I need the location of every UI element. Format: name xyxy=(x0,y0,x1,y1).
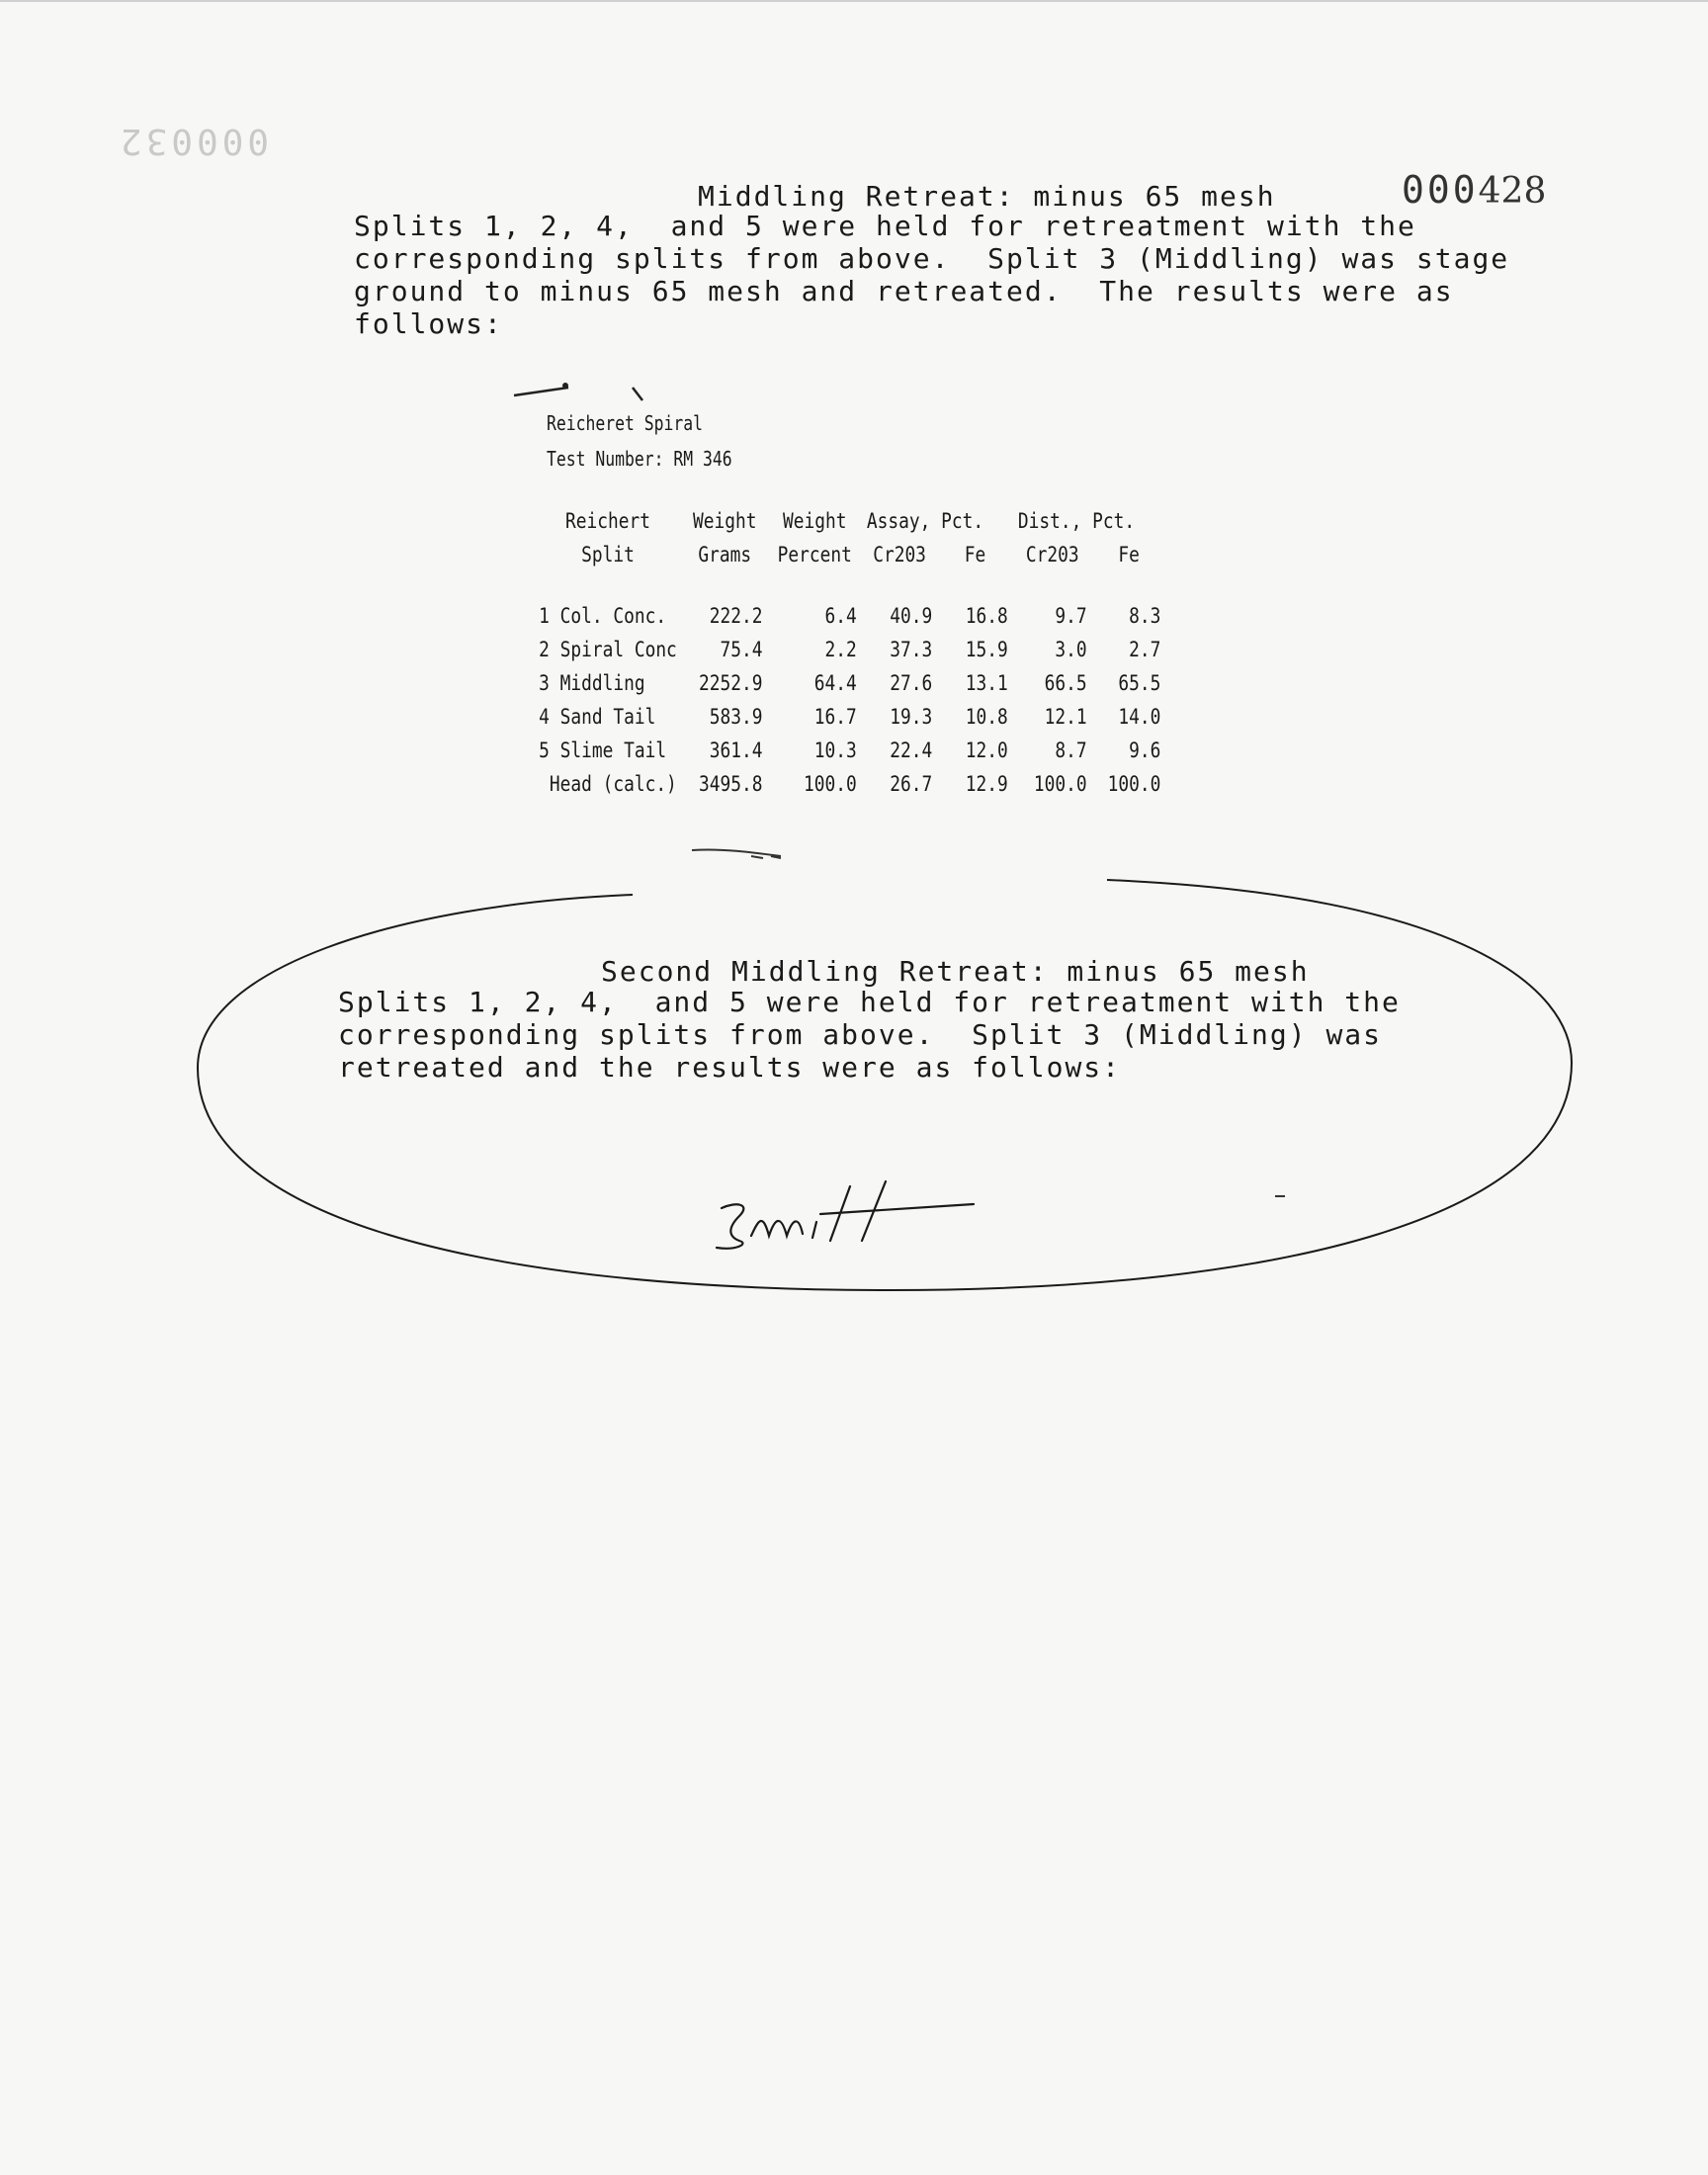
pen-scribble xyxy=(692,849,781,858)
hand-drawn-ellipse xyxy=(198,880,1572,1290)
dist-cr2o3: 8.7 xyxy=(1055,739,1087,762)
header-cell: Assay, Pct. xyxy=(866,509,984,533)
header-cell: Cr203 xyxy=(873,543,926,566)
weight-percent: 16.7 xyxy=(813,705,857,729)
assay-fe: 16.8 xyxy=(965,604,1008,628)
header-cell: Weight xyxy=(693,509,757,533)
table-title-line-1: Reicheret Spiral xyxy=(547,411,703,435)
assay-fe: 10.8 xyxy=(965,705,1008,729)
dist-cr2o3: 3.0 xyxy=(1055,638,1087,661)
dist-cr2o3: 100.0 xyxy=(1033,772,1087,796)
assay-fe: 13.1 xyxy=(965,671,1008,695)
weight-percent: 100.0 xyxy=(803,772,857,796)
section1-line-3: ground to minus 65 mesh and retreated. The results were as xyxy=(354,275,1454,307)
dist-fe: 8.3 xyxy=(1129,604,1161,628)
page-number-printed: 000 xyxy=(1402,168,1479,212)
pen-tick-mark xyxy=(514,388,642,400)
weight-percent: 10.3 xyxy=(813,739,857,762)
split-name: 3 Middling xyxy=(539,671,645,695)
section2-heading: Second Middling Retreat: minus 65 mesh xyxy=(601,955,1310,988)
assay-cr2o3: 22.4 xyxy=(890,739,933,762)
header-cell: Cr203 xyxy=(1025,543,1079,566)
section1-line-2: corresponding splits from above. Split 3 (Middling) was stage xyxy=(354,242,1510,275)
assay-cr2o3: 26.7 xyxy=(890,772,933,796)
page-number-handwritten: 428 xyxy=(1478,171,1547,212)
dist-fe: 65.5 xyxy=(1118,671,1161,695)
weight-grams: 222.2 xyxy=(709,604,763,628)
corner-stamp: 000032 xyxy=(117,121,270,161)
header-cell: Reichert xyxy=(564,509,650,533)
header-cell: Percent xyxy=(777,543,852,566)
dist-fe: 9.6 xyxy=(1129,739,1161,762)
dist-fe: 2.7 xyxy=(1129,638,1161,661)
weight-grams: 583.9 xyxy=(709,705,763,729)
header-cell: Weight xyxy=(782,509,847,533)
dist-cr2o3: 12.1 xyxy=(1044,705,1087,729)
weight-grams: 2252.9 xyxy=(699,671,763,695)
section1-line-1: Splits 1, 2, 4, and 5 were held for retreatment with the xyxy=(354,210,1416,242)
assay-fe: 15.9 xyxy=(965,638,1008,661)
dist-fe: 14.0 xyxy=(1118,705,1161,729)
split-name: 2 Spiral Conc xyxy=(539,638,677,661)
split-name: 1 Col. Conc. xyxy=(539,604,667,628)
section1-heading: Middling Retreat: minus 65 mesh xyxy=(698,180,1276,213)
section2-line-1: Splits 1, 2, 4, and 5 were held for retreatment with the xyxy=(338,986,1401,1018)
weight-percent: 64.4 xyxy=(813,671,857,695)
assay-fe: 12.0 xyxy=(965,739,1008,762)
assay-cr2o3: 19.3 xyxy=(890,705,933,729)
weight-percent: 6.4 xyxy=(824,604,857,628)
pen-dot xyxy=(562,383,568,389)
split-name: 4 Sand Tail xyxy=(539,705,656,729)
header-cell: Fe xyxy=(964,543,986,566)
header-cell: Grams xyxy=(698,543,752,566)
dist-fe: 100.0 xyxy=(1107,772,1161,796)
dist-cr2o3: 9.7 xyxy=(1055,604,1087,628)
split-name: Head (calc.) xyxy=(539,772,677,796)
dist-cr2o3: 66.5 xyxy=(1044,671,1087,695)
section2-line-3: retreated and the results were as follows: xyxy=(338,1051,1122,1084)
weight-grams: 75.4 xyxy=(720,638,763,661)
signature xyxy=(717,1181,974,1249)
signature-stroke xyxy=(717,1181,974,1249)
assay-fe: 12.9 xyxy=(965,772,1008,796)
weight-percent: 2.2 xyxy=(824,638,857,661)
assay-cr2o3: 37.3 xyxy=(890,638,933,661)
assay-cr2o3: 27.6 xyxy=(890,671,933,695)
split-name: 5 Slime Tail xyxy=(539,739,667,762)
section2-line-2: corresponding splits from above. Split 3 (Middling) was xyxy=(338,1018,1383,1051)
header-cell: Fe xyxy=(1118,543,1140,566)
assay-cr2o3: 40.9 xyxy=(890,604,933,628)
weight-grams: 3495.8 xyxy=(699,772,763,796)
weight-grams: 361.4 xyxy=(709,739,763,762)
header-cell: Dist., Pct. xyxy=(1017,509,1136,533)
section1-line-4: follows: xyxy=(354,307,503,340)
table-title-line-2: Test Number: RM 346 xyxy=(547,447,732,471)
header-cell: Split xyxy=(581,543,635,566)
